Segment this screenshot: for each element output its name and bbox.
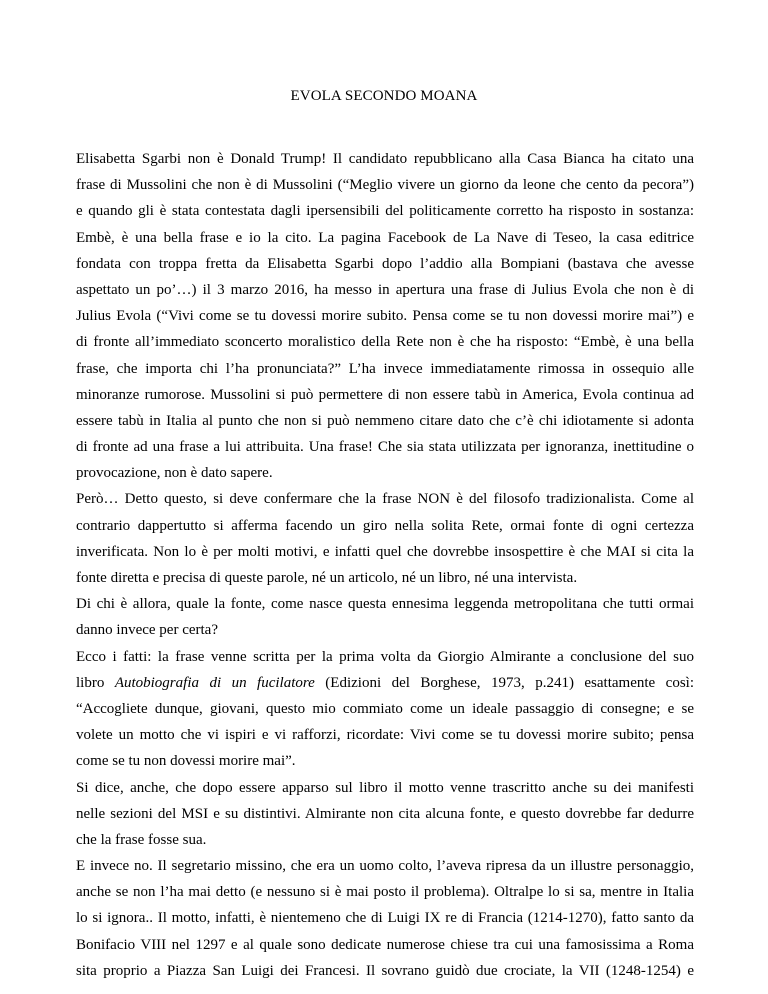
document-title: EVOLA SECONDO MOANA (290, 88, 478, 104)
text-line: Di chi è allora, quale la fonte, come nasce questa ennesima leggenda metropolitana che tutti ormai (76, 596, 694, 613)
text-line: inverificata. Non lo è per molti motivi, e infatti quel che dovrebbe insospettire è che MAI si cita la (76, 543, 694, 560)
text-line: aspettato un po’…) il 3 marzo 2016, ha messo in apertura una frase di Julius Evola che non è di (76, 281, 694, 298)
document-body (76, 146, 694, 984)
text-segment: libro (76, 674, 115, 691)
text-line: Bonifacio VIII nel 1297 e al quale sono dedicate numerose chiese tra cui una famosissima a Roma (76, 936, 694, 953)
text-line (76, 670, 694, 696)
paragraph-3 (76, 591, 694, 643)
text-line: anche se non l’ha mai detto (e nessuno si è mai posto il problema). Oltralpe lo si sa, mentre in Italia (76, 884, 694, 901)
text-line (76, 644, 694, 670)
text-line: provocazione, non è dato sapere. (76, 465, 273, 482)
paragraph-4 (76, 644, 694, 775)
text-line: che la frase fosse sua. (76, 831, 207, 848)
text-line: minoranze rumorose. Mussolini si può permettere di non essere tabù in America, Evola continua ad (76, 386, 694, 403)
text-line: Elisabetta Sgarbi non è Donald Trump! Il candidato repubblicano alla Casa Bianca ha citato una (76, 151, 694, 167)
text-segment: Ecco i fatti: la frase venne scritta per la prima volta da Giorgio Almirante a conclusione del suo (76, 648, 694, 665)
paragraph-6 (76, 853, 694, 984)
text-line: essere tabù in Italia al punto che non si può nemmeno citare dato che c’è chi idiotamente si adonta (76, 412, 694, 429)
text-line: di fronte all’immediato sconcerto moralistico della Rete non è che ha risposto: “Embè, è una bella (76, 334, 694, 351)
text-line: Embè, è una bella frase e io la cito. La pagina Facebook de La Nave di Teseo, la casa editrice (76, 229, 694, 246)
text-line: contrario dappertutto si afferma facendo un giro nella solita Rete, ormai fonte di ogni certezza (76, 517, 694, 534)
text-line: sita proprio a Piazza San Luigi dei Francesi. Il sovrano guidò due crociate, la VII (1248-1254) e (76, 962, 694, 979)
text-line: fonte diretta e precisa di queste parole, né un articolo, né un libro, né una intervista. (76, 570, 578, 586)
paragraph-5 (76, 775, 694, 854)
text-line: frase, che importa chi l’ha pronunciata?” L’ha invece immediatamente rimossa in ossequio alle (76, 360, 694, 377)
text-line (76, 748, 694, 774)
text-line: fondata con troppa fretta da Elisabetta Sgarbi dopo l’addio alla Bompiani (bastava che avesse (76, 255, 694, 272)
text-line: nelle sezioni del MSI e su distintivi. Almirante non cita alcuna fonte, e questo dovrebbe far dedurre (76, 805, 694, 822)
text-segment: volete un motto che vi ispiri e vi rafforzi, ricordate: Vivi come se tu dovessi morire subito; pensa (76, 727, 694, 744)
text-segment: (Edizioni del Borghese, 1973, p.241) esattamente così: (314, 674, 694, 691)
paragraph-1 (76, 146, 694, 486)
text-line: E invece no. Il segretario missino, che era un uomo colto, l’aveva ripresa da un illustre personaggio, (76, 858, 694, 875)
text-line: lo si ignora.. Il motto, infatti, è nientemeno che di Luigi IX re di Francia (1214-1270), fatto santo da (76, 910, 694, 927)
text-line: danno invece per certa? (76, 622, 218, 639)
book-title: Autobiografia di un fucilatore (114, 674, 315, 691)
paragraph-2 (76, 486, 694, 591)
text-segment: “Accogliete dunque, giovani, questo mio commiato come un ideale passaggio di consegne; e se (76, 700, 694, 717)
text-line: Si dice, anche, che dopo essere apparso sul libro il motto venne trascritto anche su dei manifesti (76, 779, 694, 796)
text-line (76, 696, 694, 722)
text-line: di fronte ad una frase a lui attribuita. Una frase! Che sia stata utilizzata per ignoranza, inettitudine o (76, 439, 694, 456)
text-line: Julius Evola (“Vivi come se tu dovessi morire subito. Pensa come se tu non dovessi morire mai”) e (76, 308, 694, 325)
text-line (76, 722, 694, 748)
text-line: Però… Detto questo, si deve confermare che la frase NON è del filosofo tradizionalista. Come al (76, 491, 694, 508)
text-line: frase di Mussolini che non è di Mussolini (“Meglio vivere un giorno da leone che cento da pecora”) (76, 177, 694, 194)
text-segment: come se tu non dovessi morire mai”. (76, 753, 296, 770)
text-line: e quando gli è stata contestata dagli ipersensibili del politicamente corretto ha risposto in sostanza: (76, 203, 694, 220)
